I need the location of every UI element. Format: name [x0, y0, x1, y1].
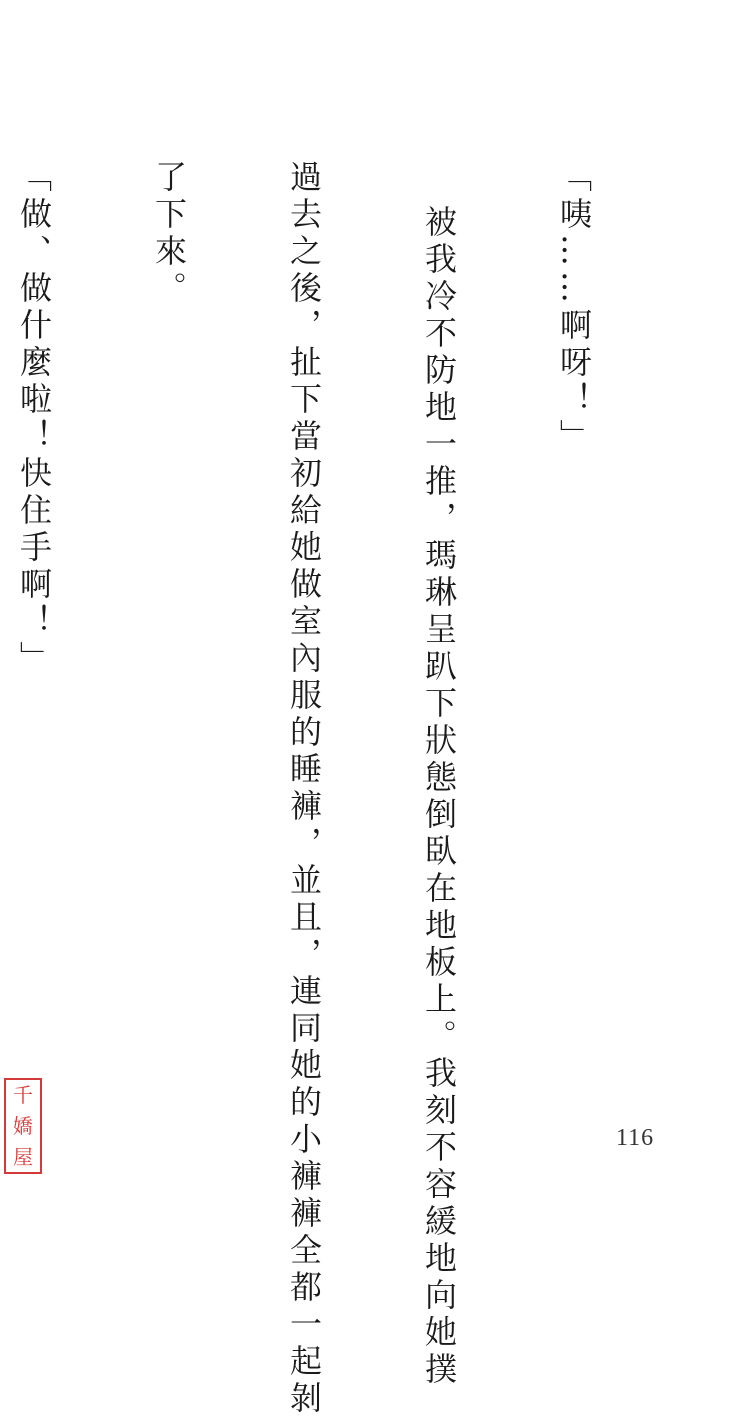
text-column: 被我冷不防地一推，瑪琳呈趴下狀態倒臥在地板上。我刻不容緩地向她撲 [420, 205, 458, 1389]
seal-char: 千 [13, 1083, 33, 1108]
text-column: 了下來。 [150, 160, 188, 308]
text-column: 「做、做什麼啦！快住手啊！」 [15, 160, 53, 678]
page-number: 116 [616, 1125, 655, 1151]
publisher-seal-stamp [4, 1078, 42, 1174]
text-column: 「咦……啊呀！」 [555, 160, 593, 456]
seal-char: 嬌 [13, 1113, 33, 1138]
seal-char: 屋 [13, 1144, 33, 1169]
text-column: 過去之後，扯下當初給她做室內服的睡褲，並且，連同她的小褲褲全都一起剝 [285, 160, 323, 1418]
